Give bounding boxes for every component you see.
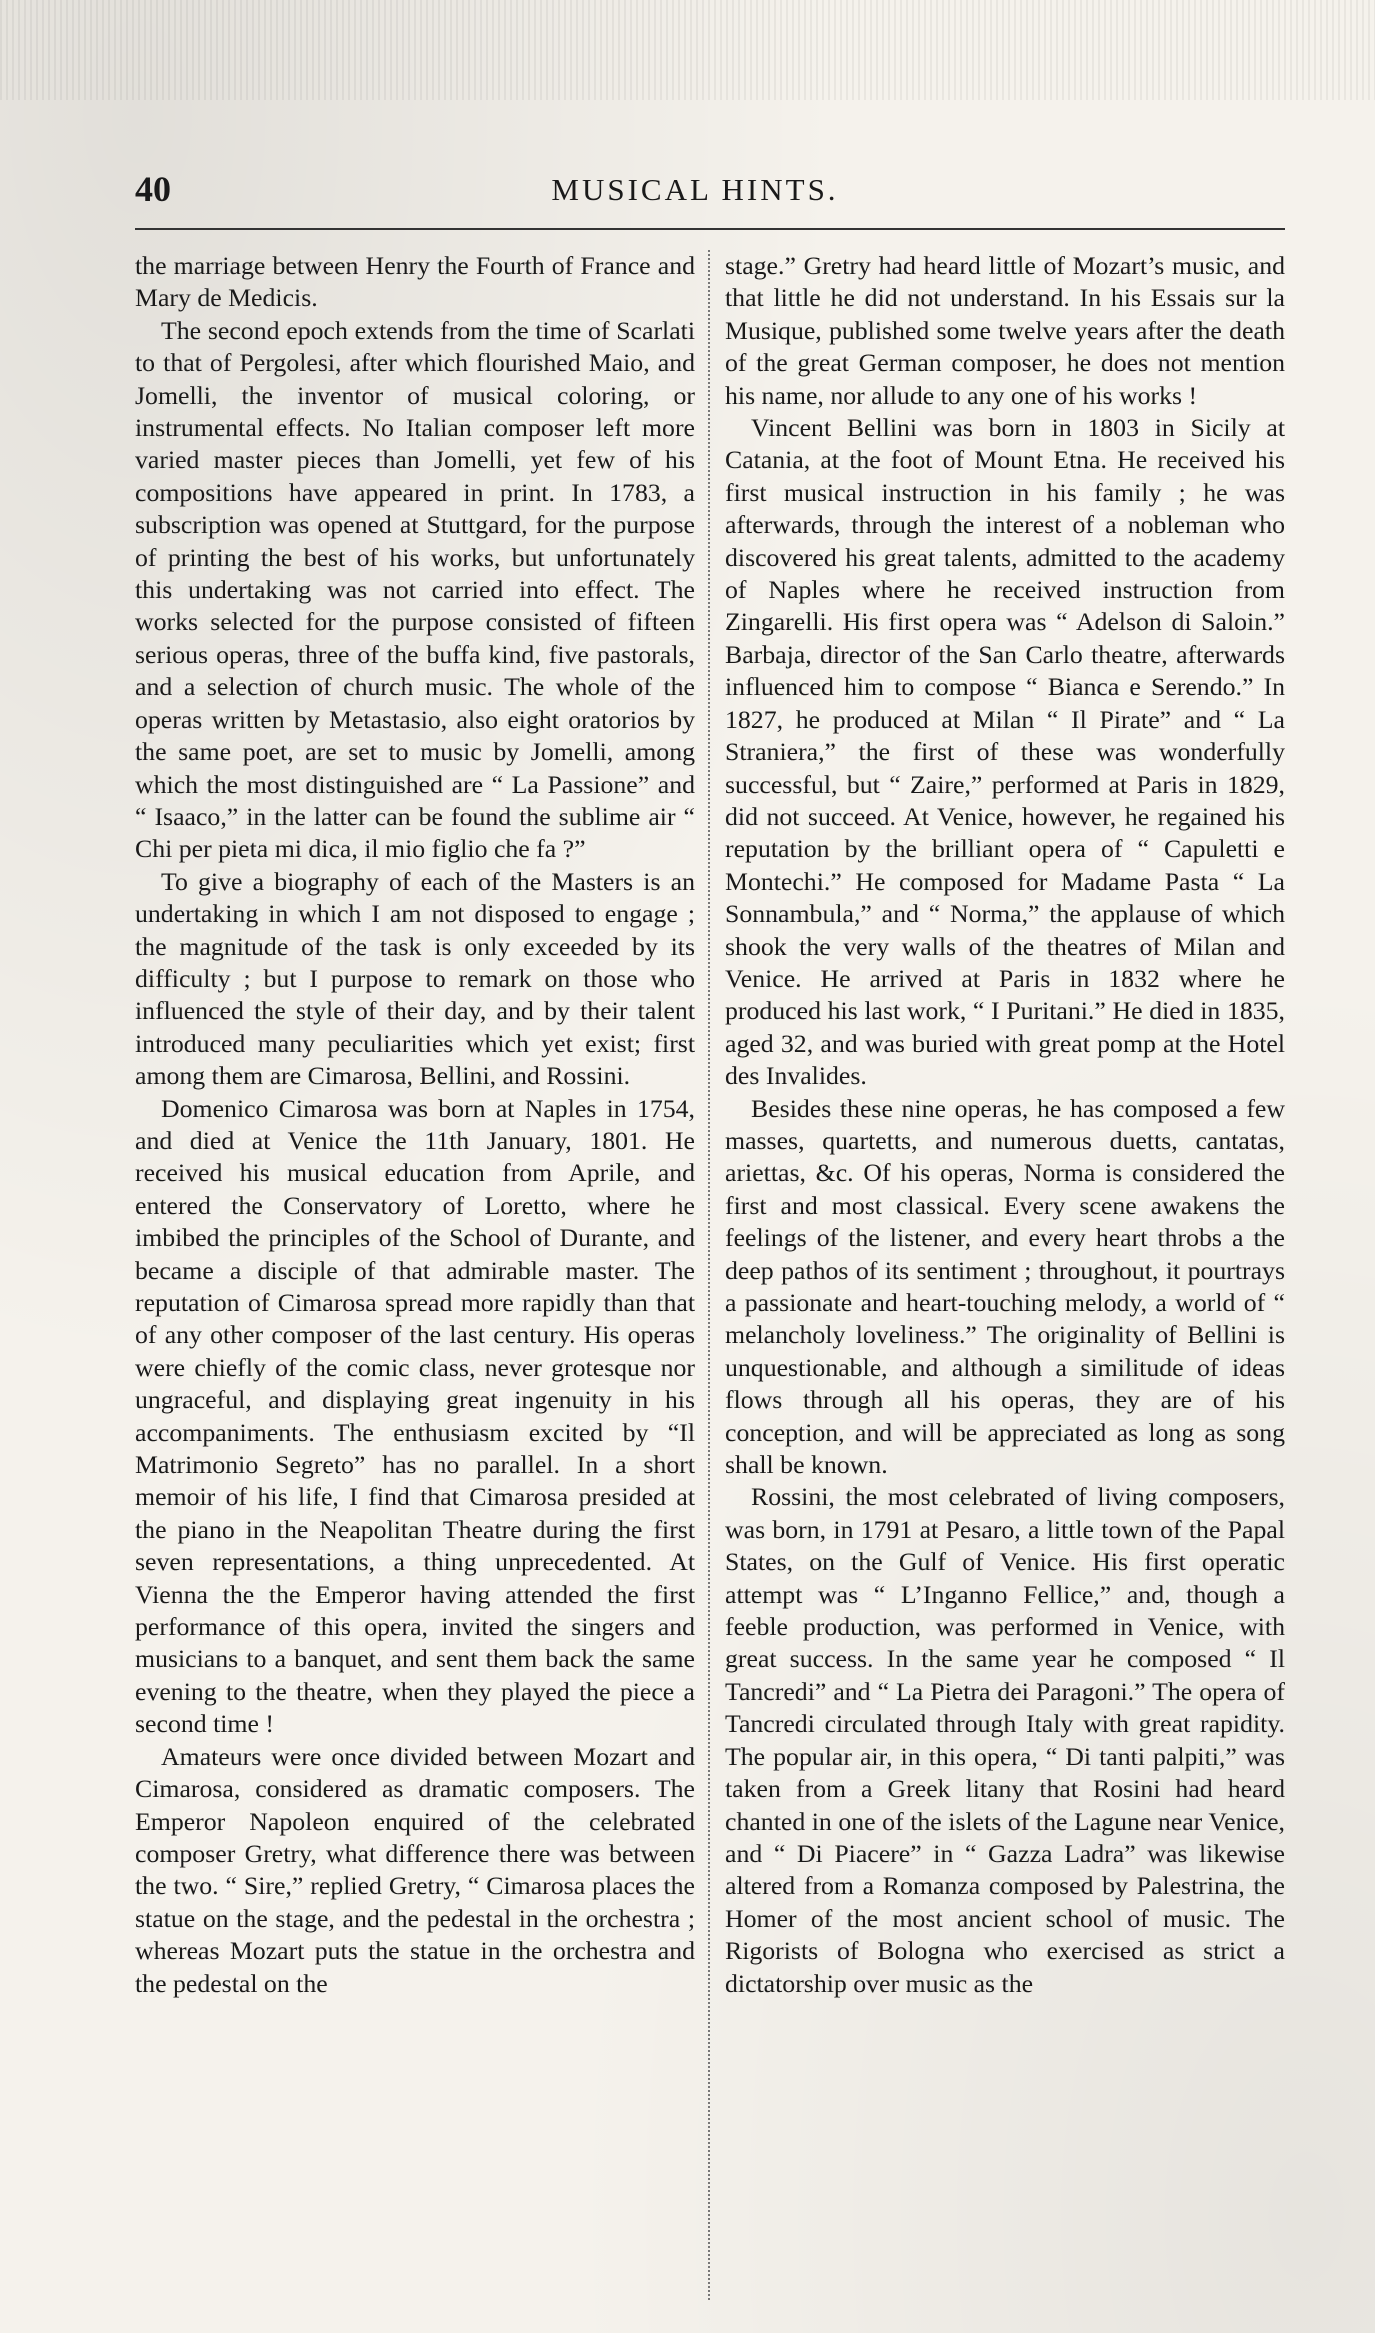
scan-noise (0, 0, 1375, 100)
page-header (135, 168, 1285, 218)
page-number: 40 (135, 169, 171, 209)
paragraph: The second epoch extends from the time of Scarlati to that of Pergolesi, after which flourished Maio, and Jomelli, the inventor of musical coloring, or instrumental effects. No Italian composer left more varied master pieces than Jomelli, yet few of his compositions have appeared in print. In 1783, a subscription was opened at Stuttgard, for the purpose of printing the best of his works, but unfortunately this undertaking was not carried into effect. The works selected for the purpose consisted of fifteen serious operas, three of the buffa kind, five pastorals, and a selection of church music. The whole of the operas written by Metastasio, also eight oratorios by the same poet, are set to music by Jomelli, among which the most distinguished are “ La Passione” and “ Isaaco,” in the latter can be found the sublime air “ Chi per pieta mi dica, il mio figlio che fa ?” (135, 315, 695, 864)
header-rule (135, 228, 1285, 230)
paragraph: To give a biography of each of the Masters is an undertaking in which I am not disposed to engage ; the magnitude of the task is only exceeded by its difficulty ; but I purpose to remark on those who influenced the style of their day, and by their talent introduced many peculiarities which yet exist; first among them are Cimarosa, Bellini, and Rossini. (135, 866, 695, 1091)
paragraph: Amateurs were once divided between Mozart and Cimarosa, considered as dramatic composers. The Emperor Napoleon enquired of the celebrated composer Gretry, what difference there was between the two. “ Sire,” replied Gretry, “ Cimarosa places the statue on the stage, and the pedestal in the orchestra ; whereas Mozart puts the statue in the orchestra and the pedestal on the (135, 1741, 695, 1998)
paragraph: Domenico Cimarosa was born at Naples in 1754, and died at Venice the 11th January, 1801. He received his musical education from Aprile, and entered the Conservatory of Loretto, where he imbibed the principles of the School of Durante, and became a disciple of that admirable master. The reputation of Cimarosa spread more rapidly than that of any other composer of the last century. His operas were chiefly of the comic class, never grotesque nor ungraceful, and displaying great ingenuity in his accompaniments. The enthusiasm excited by “Il Matrimonio Segreto” has no parallel. In a short memoir of his life, I find that Cimarosa presided at the piano in the Neapolitan Theatre during the first seven representations, a thing unprecedented. At Vienna the the Emperor having attended the first performance of this opera, invited the singers and musicians to a banquet, and sent them back the same evening to the theatre, when they played the piece a second time ! (135, 1093, 695, 1739)
right-column (725, 250, 1285, 2310)
left-column (135, 250, 695, 2310)
paragraph: Besides these nine operas, he has composed a few masses, quartetts, and numerous duetts, cantatas, ariettas, &c. Of his operas, Norma is considered the first and most classical. Every scene awakens the feelings of the listener, and every heart throbs a the deep pathos of its sentiment ; throughout, it pourtrays a passionate and heart-touching melody, a world of “ melancholy loveliness.” The originality of Bellini is unquestionable, and although a similitude of ideas flows through all his operas, they are of his conception, and will be appreciated as long as song shall be known. (725, 1093, 1285, 1480)
paragraph: the marriage between Henry the Fourth of France and Mary de Medicis. (135, 251, 695, 313)
column-divider (708, 250, 710, 2300)
paragraph: Vincent Bellini was born in 1803 in Sicily at Catania, at the foot of Mount Etna. He received his first musical instruction in his family ; he was afterwards, through the interest of a nobleman who discovered his great talents, admitted to the academy of Naples where he received instruction from Zingarelli. His first opera was “ Adelson di Saloin.” Barbaja, director of the San Carlo theatre, afterwards influenced him to compose “ Bianca e Serendo.” In 1827, he produced at Milan “ Il Pirate” and “ La Straniera,” the first of these was wonderfully successful, but “ Zaire,” performed at Paris in 1829, did not succeed. At Venice, however, he regained his reputation by the brilliant opera of “ Capuletti e Montechi.” He composed for Madame Pasta “ La Sonnambula,” and “ Norma,” the applause of which shook the very walls of the theatres of Milan and Venice. He arrived at Paris in 1832 where he produced his last work, “ I Puritani.” He died in 1835, aged 32, and was buried with great pomp at the Hotel des Invalides. (725, 413, 1285, 1091)
paragraph: Rossini, the most celebrated of living composers, was born, in 1791 at Pesaro, a little town of the Papal States, on the Gulf of Venice. His first operatic attempt was “ L’Inganno Fellice,” and, though a feeble production, was performed in Venice, with great success. In the same year he composed “ Il Tancredi” and “ La Pietra dei Paragoni.” The opera of Tancredi circulated through Italy with great rapidity. The popular air, in this opera, “ Di tanti palpiti,” was taken from a Greek litany that Rosini had heard chanted in one of the islets of the Lagune near Venice, and “ Di Piacere” in “ Gazza Ladra” was likewise altered from a Romanza composed by Palestrina, the Homer of the most ancient school of music. The Rigorists of Bologna who exercised as strict a dictatorship over music as the (725, 1482, 1285, 1998)
paragraph: stage.” Gretry had heard little of Mozart’s music, and that little he did not understand. In his Essais sur la Musique, published some twelve years after the death of the great German composer, he does not mention his name, nor allude to any one of his works ! (725, 251, 1285, 410)
running-title: MUSICAL HINTS. (551, 172, 839, 207)
